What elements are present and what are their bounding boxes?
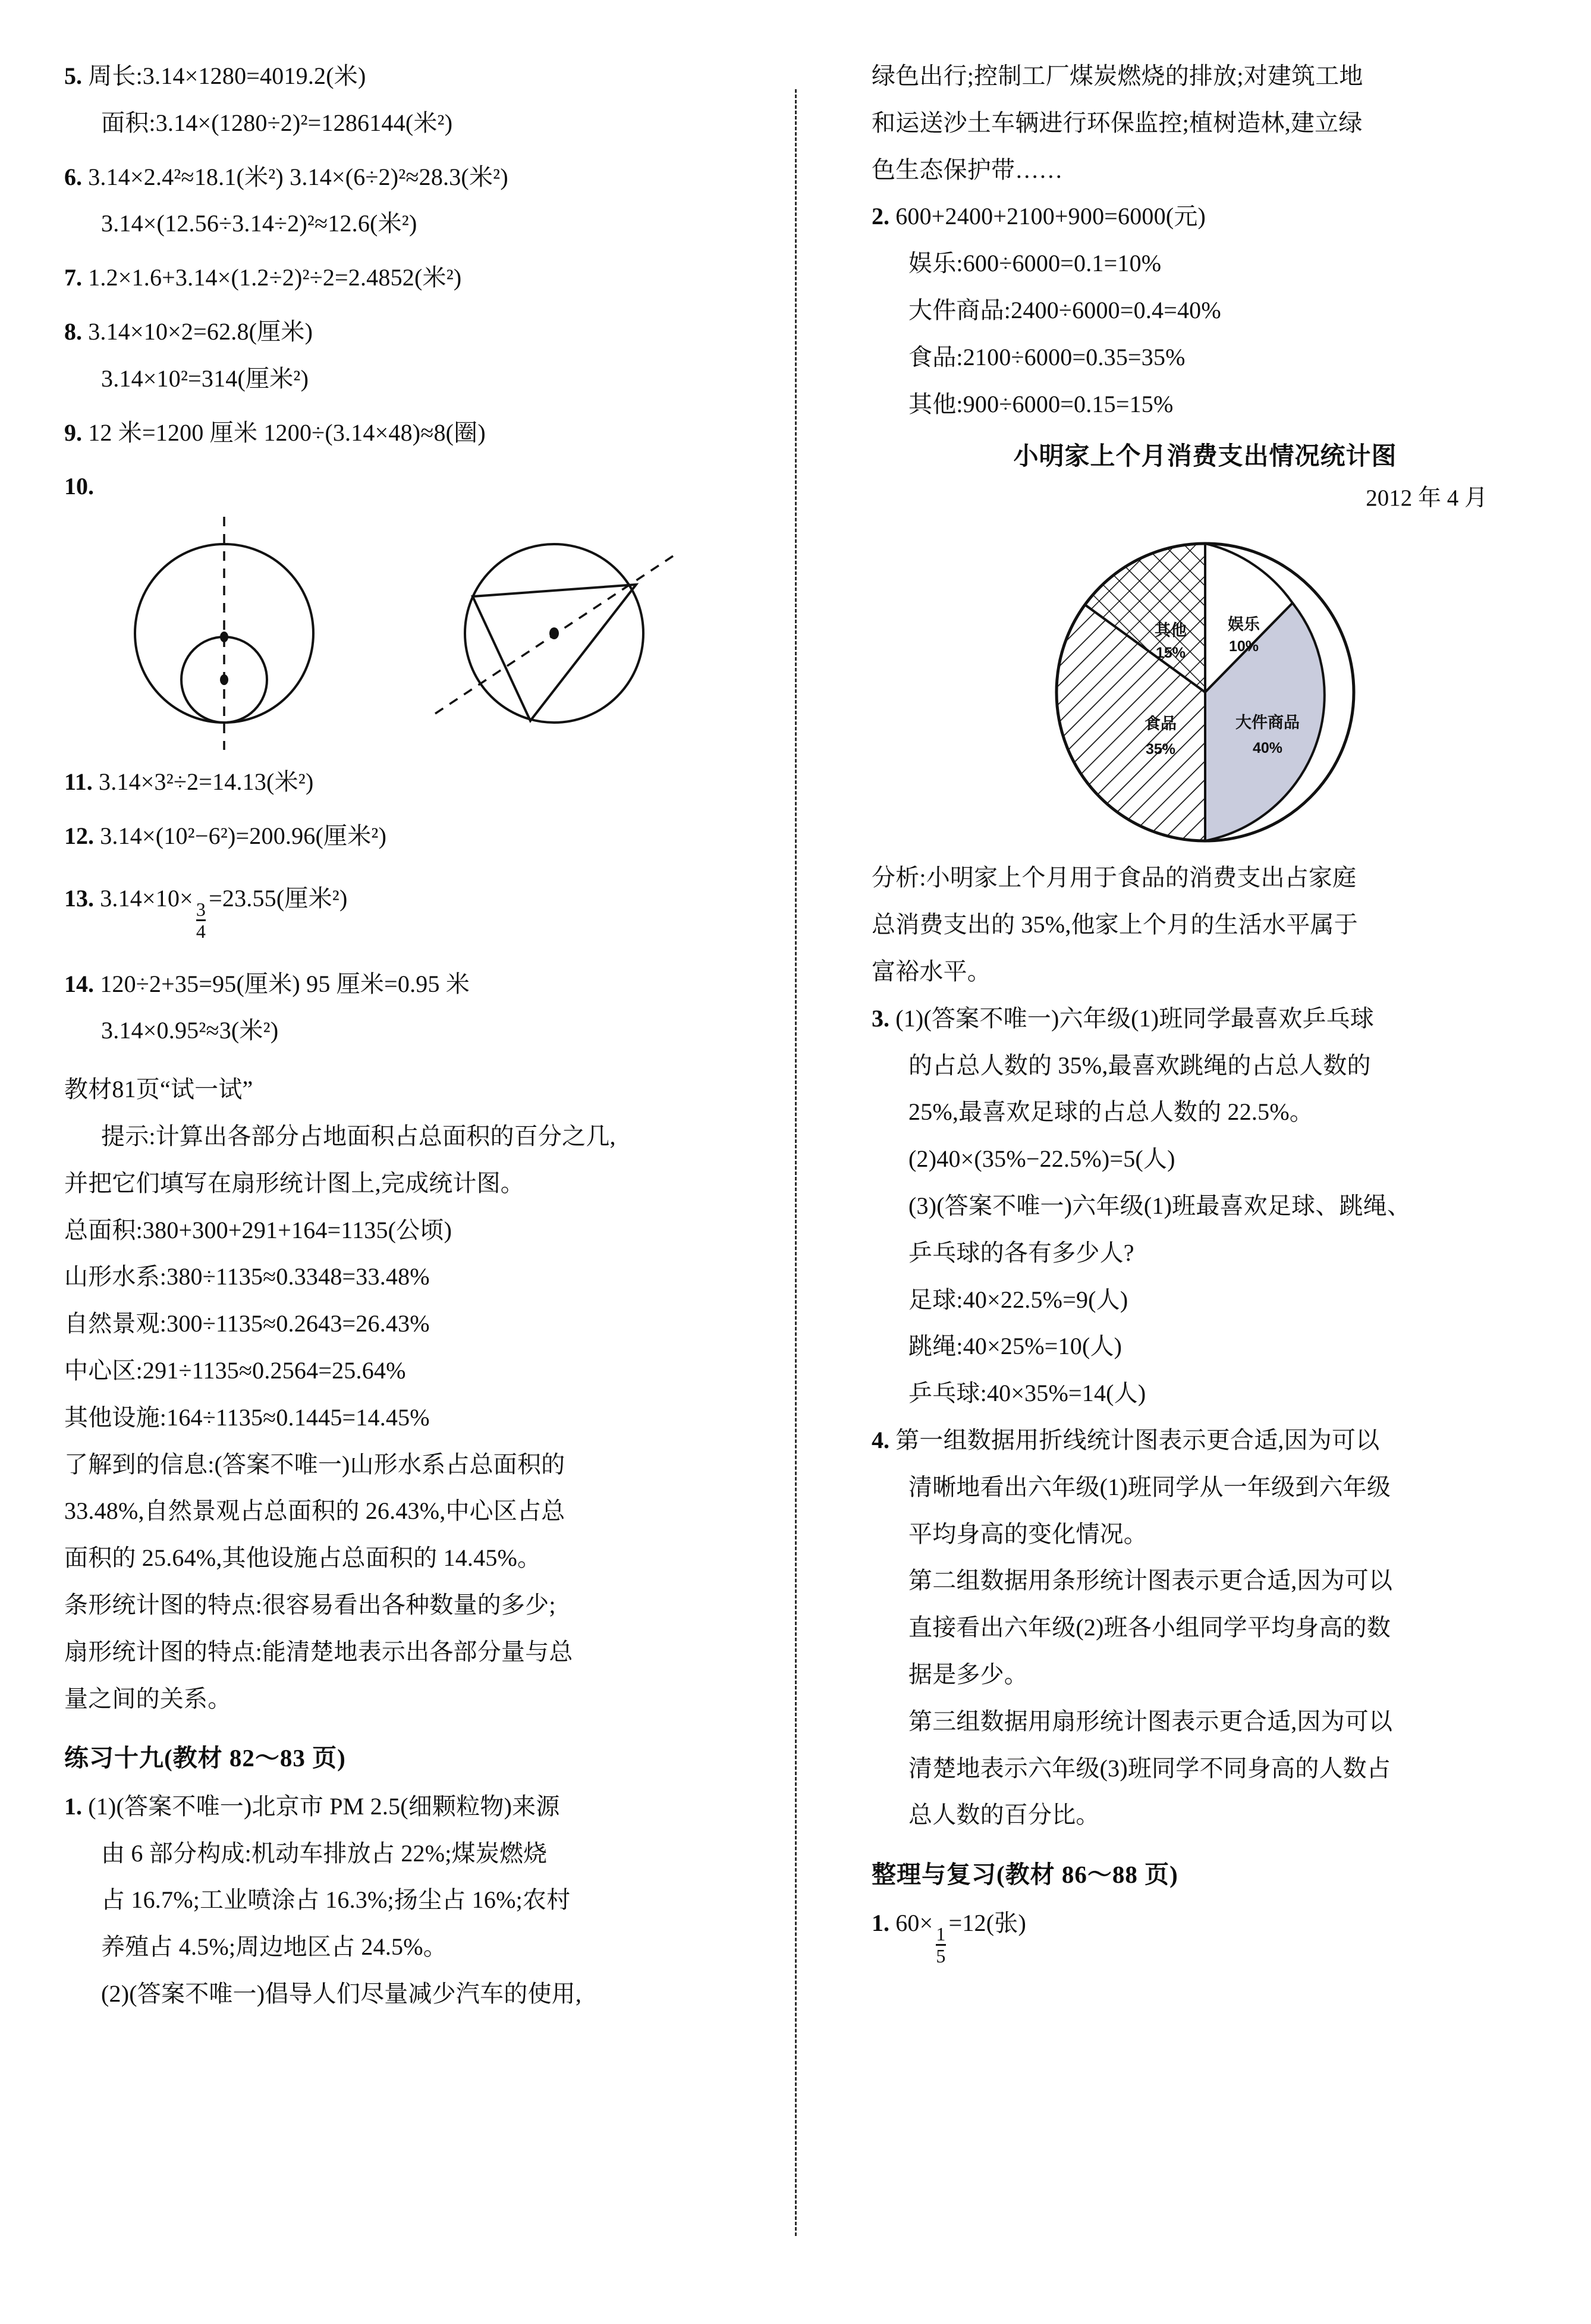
pie-chart-svg [1039, 520, 1372, 853]
answer-item-11 [64, 763, 747, 802]
pie-chart-container [872, 520, 1539, 853]
item-line-text: 25%,最喜欢足球的占总人数的 22.5%。 [908, 1098, 1314, 1126]
answer-item-13 [64, 880, 747, 941]
item-line-text: (2)40×(35%−22.5%)=5(人) [908, 1145, 1175, 1173]
item-line-text: (1)(答案不唯一)六年级(1)班同学最喜欢乒乓球 [895, 1004, 1375, 1032]
item-number: 9. [64, 419, 82, 446]
analysis-block [872, 859, 1539, 991]
item-number: 1. [64, 1792, 82, 1820]
item-line-text: (2)(答案不唯一)倡导人们尽量减少汽车的使用, [101, 1980, 582, 2007]
item-number: 11. [64, 768, 93, 796]
item-line-text: 3.14×3²÷2=14.13(米²) [99, 768, 314, 796]
tips-line: 总面积:380+300+291+164=1135(公顷) [64, 1216, 452, 1243]
answer-item-6 [64, 158, 747, 244]
item-line-text: 12 米=1200 厘米 1200÷(3.14×48)≈8(圈) [88, 419, 486, 446]
pie-label-other: 其他 [1155, 621, 1187, 640]
item-number: 2. [872, 203, 889, 230]
item-line-text: 第一组数据用折线统计图表示更合适,因为可以 [895, 1426, 1380, 1453]
item-line-text: 大件商品:2400÷6000=0.4=40% [908, 296, 1221, 324]
diagram-concentric-circles [135, 517, 313, 750]
answer-item-5 [64, 57, 747, 143]
chart-title: 小明家上个月消费支出情况统计图 [1013, 443, 1397, 471]
item-line-text: 面积:3.14×(1280÷2)²=1286144(米²) [101, 109, 453, 136]
item-number: 4. [872, 1426, 889, 1453]
item-number: 10. [64, 473, 94, 500]
pie-label-entertainment: 娱乐 [1228, 615, 1260, 634]
item-line-text: 第二组数据用条形统计图表示更合适,因为可以 [908, 1567, 1393, 1594]
item-line-text: 清楚地表示六年级(3)班同学不同身高的人数占 [908, 1754, 1391, 1782]
answer-item-9 [64, 414, 747, 453]
two-column-layout [0, 57, 1591, 2293]
item-line-text: 乒乓球的各有多少人? [908, 1239, 1134, 1266]
answer-item-4 [872, 1421, 1539, 1835]
info-line: 面积的 25.64%,其他设施占总面积的 14.45%。 [64, 1544, 542, 1572]
item-line-text: 总人数的百分比。 [908, 1801, 1100, 1829]
answer-item-3 [872, 1000, 1539, 1413]
item-line-text: 娱乐:600÷6000=0.1=10% [908, 250, 1162, 277]
item-number: 13. [64, 884, 94, 912]
answer-item-7 [64, 259, 747, 297]
item-13-prefix: 3.14×10× [100, 884, 193, 912]
review-item-1-suffix: =12(张) [948, 1909, 1026, 1936]
item-line-text: 600+2400+2100+900=6000(元) [895, 203, 1206, 230]
fraction-three-quarters [196, 900, 206, 941]
diagram-circle-with-triangle [435, 544, 673, 723]
answer-item-8 [64, 313, 747, 398]
circle-diagrams-figure [78, 514, 744, 752]
item-number: 12. [64, 822, 94, 849]
chart-features-block [64, 1586, 747, 1718]
feature-line: 量之间的关系。 [64, 1685, 232, 1712]
item-number: 6. [64, 163, 82, 190]
item-line-text: 周长:3.14×1280=4019.2(米) [88, 62, 366, 89]
item-line-text: 1.2×1.6+3.14×(1.2÷2)²÷2=2.4852(米²) [88, 264, 462, 291]
answer-item-14 [64, 965, 747, 1051]
item-line-text: 乒乓球:40×35%=14(人) [908, 1380, 1146, 1407]
chart-date-label: 2012 年 4 月 [1366, 485, 1488, 511]
review-item-1 [872, 1904, 1539, 1966]
pie-value-food: 35% [1145, 741, 1176, 758]
continuation-line: 和运送沙土车辆进行环保监控;植树造林,建立绿 [872, 109, 1363, 136]
item-number: 8. [64, 318, 82, 345]
item-line-text: 食品:2100÷6000=0.35=35% [908, 343, 1186, 370]
analysis-line: 总消费支出的 35%,他家上个月的生活水平属于 [872, 911, 1358, 938]
item-number: 14. [64, 970, 94, 997]
item-number: 3. [872, 1004, 889, 1032]
item-number: 1. [872, 1909, 889, 1936]
tips-line: 自然景观:300÷1135≈0.2643=26.43% [64, 1310, 430, 1337]
tips-line: 其他设施:164÷1135≈0.1445=14.45% [64, 1403, 430, 1431]
circle-diagrams-svg [78, 514, 744, 752]
item-number: 7. [64, 264, 82, 291]
item-line-text: 跳绳:40×25%=10(人) [908, 1333, 1122, 1360]
item-line-text: 3.14×2.4²≈18.1(米²) 3.14×(6÷2)²≈28.3(米²) [88, 163, 508, 190]
item-line-text: 其他:900÷6000=0.15=15% [908, 390, 1174, 417]
item-line-text: 3.14×(10²−6²)=200.96(厘米²) [100, 822, 387, 849]
pie-value-other: 15% [1155, 645, 1186, 662]
info-line: 了解到的信息:(答案不唯一)山形水系占总面积的 [64, 1450, 565, 1478]
item-line-text: (3)(答案不唯一)六年级(1)班最喜欢足球、跳绳、 [908, 1192, 1411, 1219]
circle-center-dot [549, 627, 559, 639]
analysis-line: 分析:小明家上个月用于食品的消费支出占家庭 [872, 864, 1357, 891]
fraction-numerator: 1 [936, 1923, 946, 1945]
fraction-denominator: 4 [196, 921, 206, 943]
fraction-one-fifth [936, 1924, 945, 1965]
item-line-text: 占 16.7%;工业喷涂占 16.3%;扬尘占 16%;农村 [101, 1886, 571, 1914]
item-line-text: 3.14×10×2=62.8(厘米) [88, 318, 313, 345]
answer-item-10 [64, 467, 747, 752]
answer-item-12 [64, 817, 747, 856]
practice19-item-1 [64, 1788, 747, 2014]
left-column [0, 57, 796, 2293]
continuation-block [872, 57, 1539, 189]
item-13-suffix: =23.55(厘米²) [209, 884, 348, 912]
item-line-text: 养殖占 4.5%;周边地区占 24.5%。 [101, 1933, 447, 1961]
section-heading-textbook-p81: 教材81页“试一试” [64, 1076, 253, 1103]
review-item-1-prefix: 60× [895, 1909, 933, 1936]
inner-circle-center-dot [220, 674, 228, 685]
continuation-line: 绿色出行;控制工厂煤炭燃烧的排放;对建筑工地 [872, 62, 1363, 89]
pie-label-large-goods: 大件商品 [1235, 714, 1300, 732]
pie-value-entertainment: 10% [1228, 638, 1259, 655]
pie-label-food: 食品 [1144, 715, 1177, 733]
item-line-text: 清晰地看出六年级(1)班同学从一年级到六年级 [908, 1473, 1391, 1500]
fraction-denominator: 5 [936, 1945, 946, 1967]
item-line-text: (1)(答案不唯一)北京市 PM 2.5(细颗粒物)来源 [88, 1792, 560, 1820]
tips-line: 并把它们填写在扇形统计图上,完成统计图。 [64, 1169, 524, 1196]
item-line-text: 的占总人数的 35%,最喜欢跳绳的占总人数的 [908, 1051, 1371, 1079]
answer-item-2 [872, 197, 1539, 423]
continuation-line: 色生态保护带…… [872, 156, 1063, 183]
analysis-line: 富裕水平。 [872, 957, 991, 985]
info-line: 33.48%,自然景观占总面积的 26.43%,中心区占总 [64, 1497, 565, 1525]
feature-line: 扇形统计图的特点:能清楚地表示出各部分量与总 [64, 1638, 573, 1665]
pie-chart-block [872, 436, 1539, 853]
pie-value-large-goods: 40% [1252, 740, 1283, 757]
tips-line: 山形水系:380÷1135≈0.3348=33.48% [64, 1263, 430, 1290]
right-column [796, 57, 1591, 2293]
outer-circle-center-dot [220, 632, 228, 642]
tips-line: 提示:计算出各部分占地面积占总面积的百分之几, [101, 1123, 616, 1150]
item-line-text: 由 6 部分构成:机动车排放占 22%;煤炭燃烧 [101, 1839, 548, 1867]
item-line-text: 第三组数据用扇形统计图表示更合适,因为可以 [908, 1707, 1393, 1735]
item-line-text: 足球:40×22.5%=9(人) [908, 1286, 1128, 1313]
item-line-text: 3.14×10²=314(厘米²) [101, 365, 309, 392]
fraction-numerator: 3 [196, 899, 206, 921]
tips-block [64, 1117, 747, 1437]
item-number: 5. [64, 62, 82, 89]
item-line-text: 平均身高的变化情况。 [908, 1520, 1147, 1547]
item-line-text: 直接看出六年级(2)班各小组同学平均身高的数 [908, 1614, 1391, 1641]
item-line-text: 3.14×(12.56÷3.14÷2)²≈12.6(米²) [101, 210, 417, 237]
feature-line: 条形统计图的特点:很容易看出各种数量的多少; [64, 1591, 556, 1618]
section-heading-practice-19: 练习十九(教材 82～83 页) [64, 1744, 346, 1772]
item-line-text: 据是多少。 [908, 1660, 1028, 1688]
item-line-text: 120÷2+35=95(厘米) 95 厘米=0.95 米 [100, 970, 470, 997]
info-paragraph-block [64, 1446, 747, 1578]
tips-line: 中心区:291÷1135≈0.2564=25.64% [64, 1357, 406, 1384]
section-heading-review: 整理与复习(教材 86～88 页) [872, 1861, 1178, 1889]
item-line-text: 3.14×0.95²≈3(米²) [101, 1017, 279, 1044]
